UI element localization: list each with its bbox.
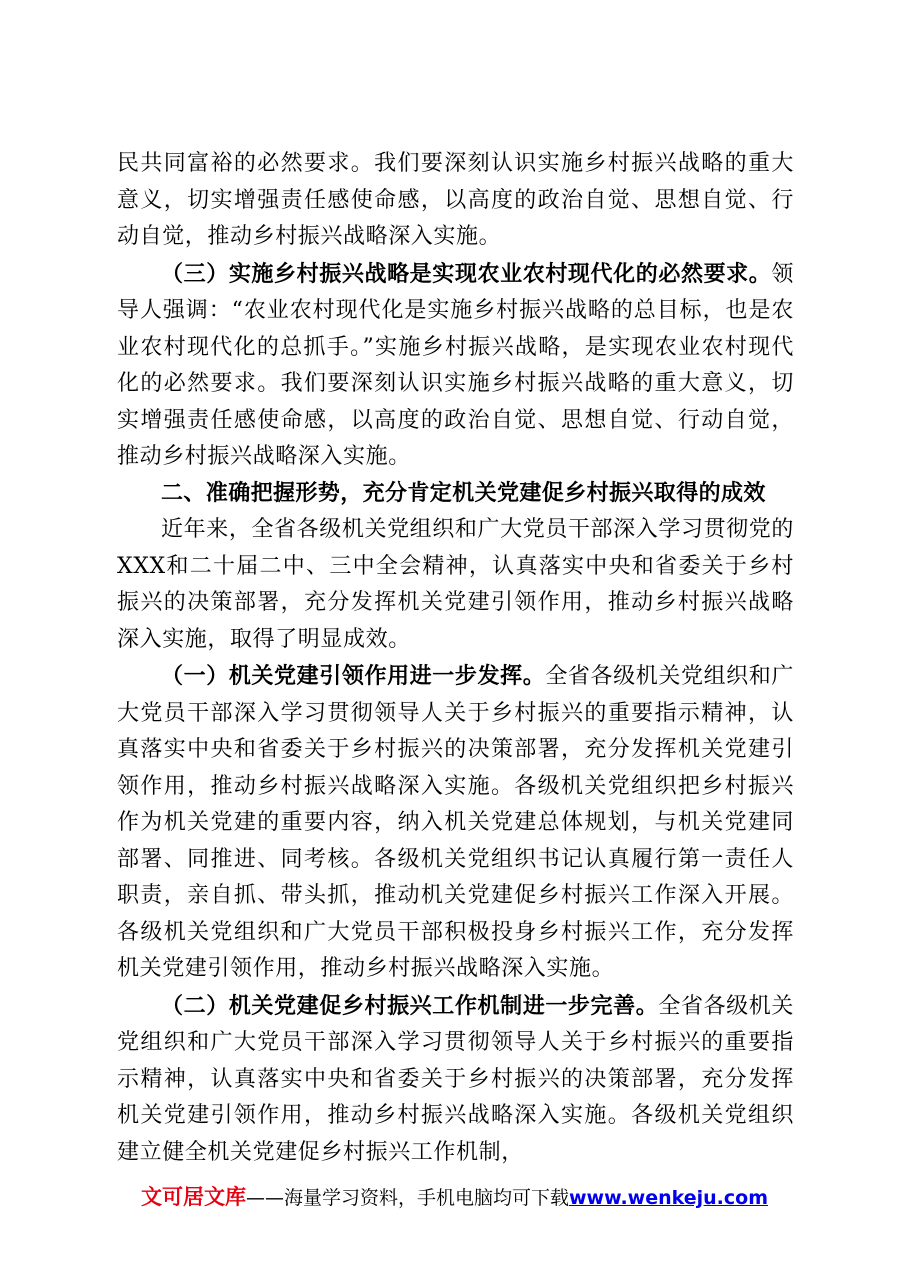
section-heading-two: 二、准确把握形势，充分肯定机关党建促乡村振兴取得的成效	[161, 480, 766, 506]
paragraph-continuation	[117, 146, 794, 256]
subheading-point-one: （一）机关党建引领作用进一步发挥。	[161, 663, 546, 689]
subheading-point-two: （二）机关党建促乡村振兴工作机制进一步完善。	[161, 992, 659, 1019]
paragraph-section-intro	[117, 512, 794, 658]
paragraph-point-one	[117, 658, 794, 988]
footer-slogan: ——海量学习资料，手机电脑均可下载	[245, 1187, 569, 1209]
paragraph-point-two	[117, 988, 794, 1172]
paragraph-point-three	[117, 256, 794, 476]
footer-website-link[interactable]: www.wenkeju.com	[569, 1187, 769, 1209]
paragraph-text: 民共同富裕的必然要求。我们要深刻认识实施乡村振兴战略的重大意义，切实增强责任感使命感，以高度的政治自觉、思想自觉、行动自觉，推动乡村振兴战略深入实施。	[117, 151, 794, 249]
paragraph-text: 近年来，全省各级机关党组织和广大党员干部深入学习贯彻党的XXX和二十届二中、三中全会精神，认真落实中央和省委关于乡村振兴的决策部署，充分发挥机关党建引领作用，推动乡村振兴战略深入实施，取得了明显成效。	[117, 517, 794, 652]
paragraph-text: 领导人强调：“农业农村现代化是实施乡村振兴战略的总目标，也是农业农村现代化的总抓手。”实施乡村振兴战略，是实现农业农村现代化的必然要求。我们要深刻认识实施乡村振兴战略的重大意义，切实增强责任感使命感，以高度的政治自觉、思想自觉、行动自觉，推动乡村振兴战略深入实施。	[117, 261, 794, 469]
footer-brand: 文可居文库	[140, 1185, 246, 1209]
document-body	[117, 146, 794, 1171]
subheading-point-three: （三）实施乡村振兴战略是实现农业农村现代化的必然要求。	[161, 260, 772, 287]
watermark-footer	[0, 1185, 909, 1210]
paragraph-text: 全省各级机关党组织和广大党员干部深入学习贯彻领导人关于乡村振兴的重要指示精神，认真落实中央和省委关于乡村振兴的决策部署，充分发挥机关党建引领作用，推动乡村振兴战略深入实施。各级机关党组织建立健全机关党建促乡村振兴工作机制，	[117, 993, 794, 1165]
paragraph-text: 全省各级机关党组织和广大党员干部深入学习贯彻领导人关于乡村振兴的重要指示精神，认真落实中央和省委关于乡村振兴的决策部署，充分发挥机关党建引领作用，推动乡村振兴战略深入实施。各级机关党组织把乡村振兴作为机关党建的重要内容，纳入机关党建总体规划，与机关党建同部署、同推进、同考核。各级机关党组织书记认真履行第一责任人职责，亲自抓、带头抓，推动机关党建促乡村振兴工作深入开展。各级机关党组织和广大党员干部积极投身乡村振兴工作，充分发挥机关党建引领作用，推动乡村振兴战略深入实施。	[117, 664, 794, 981]
